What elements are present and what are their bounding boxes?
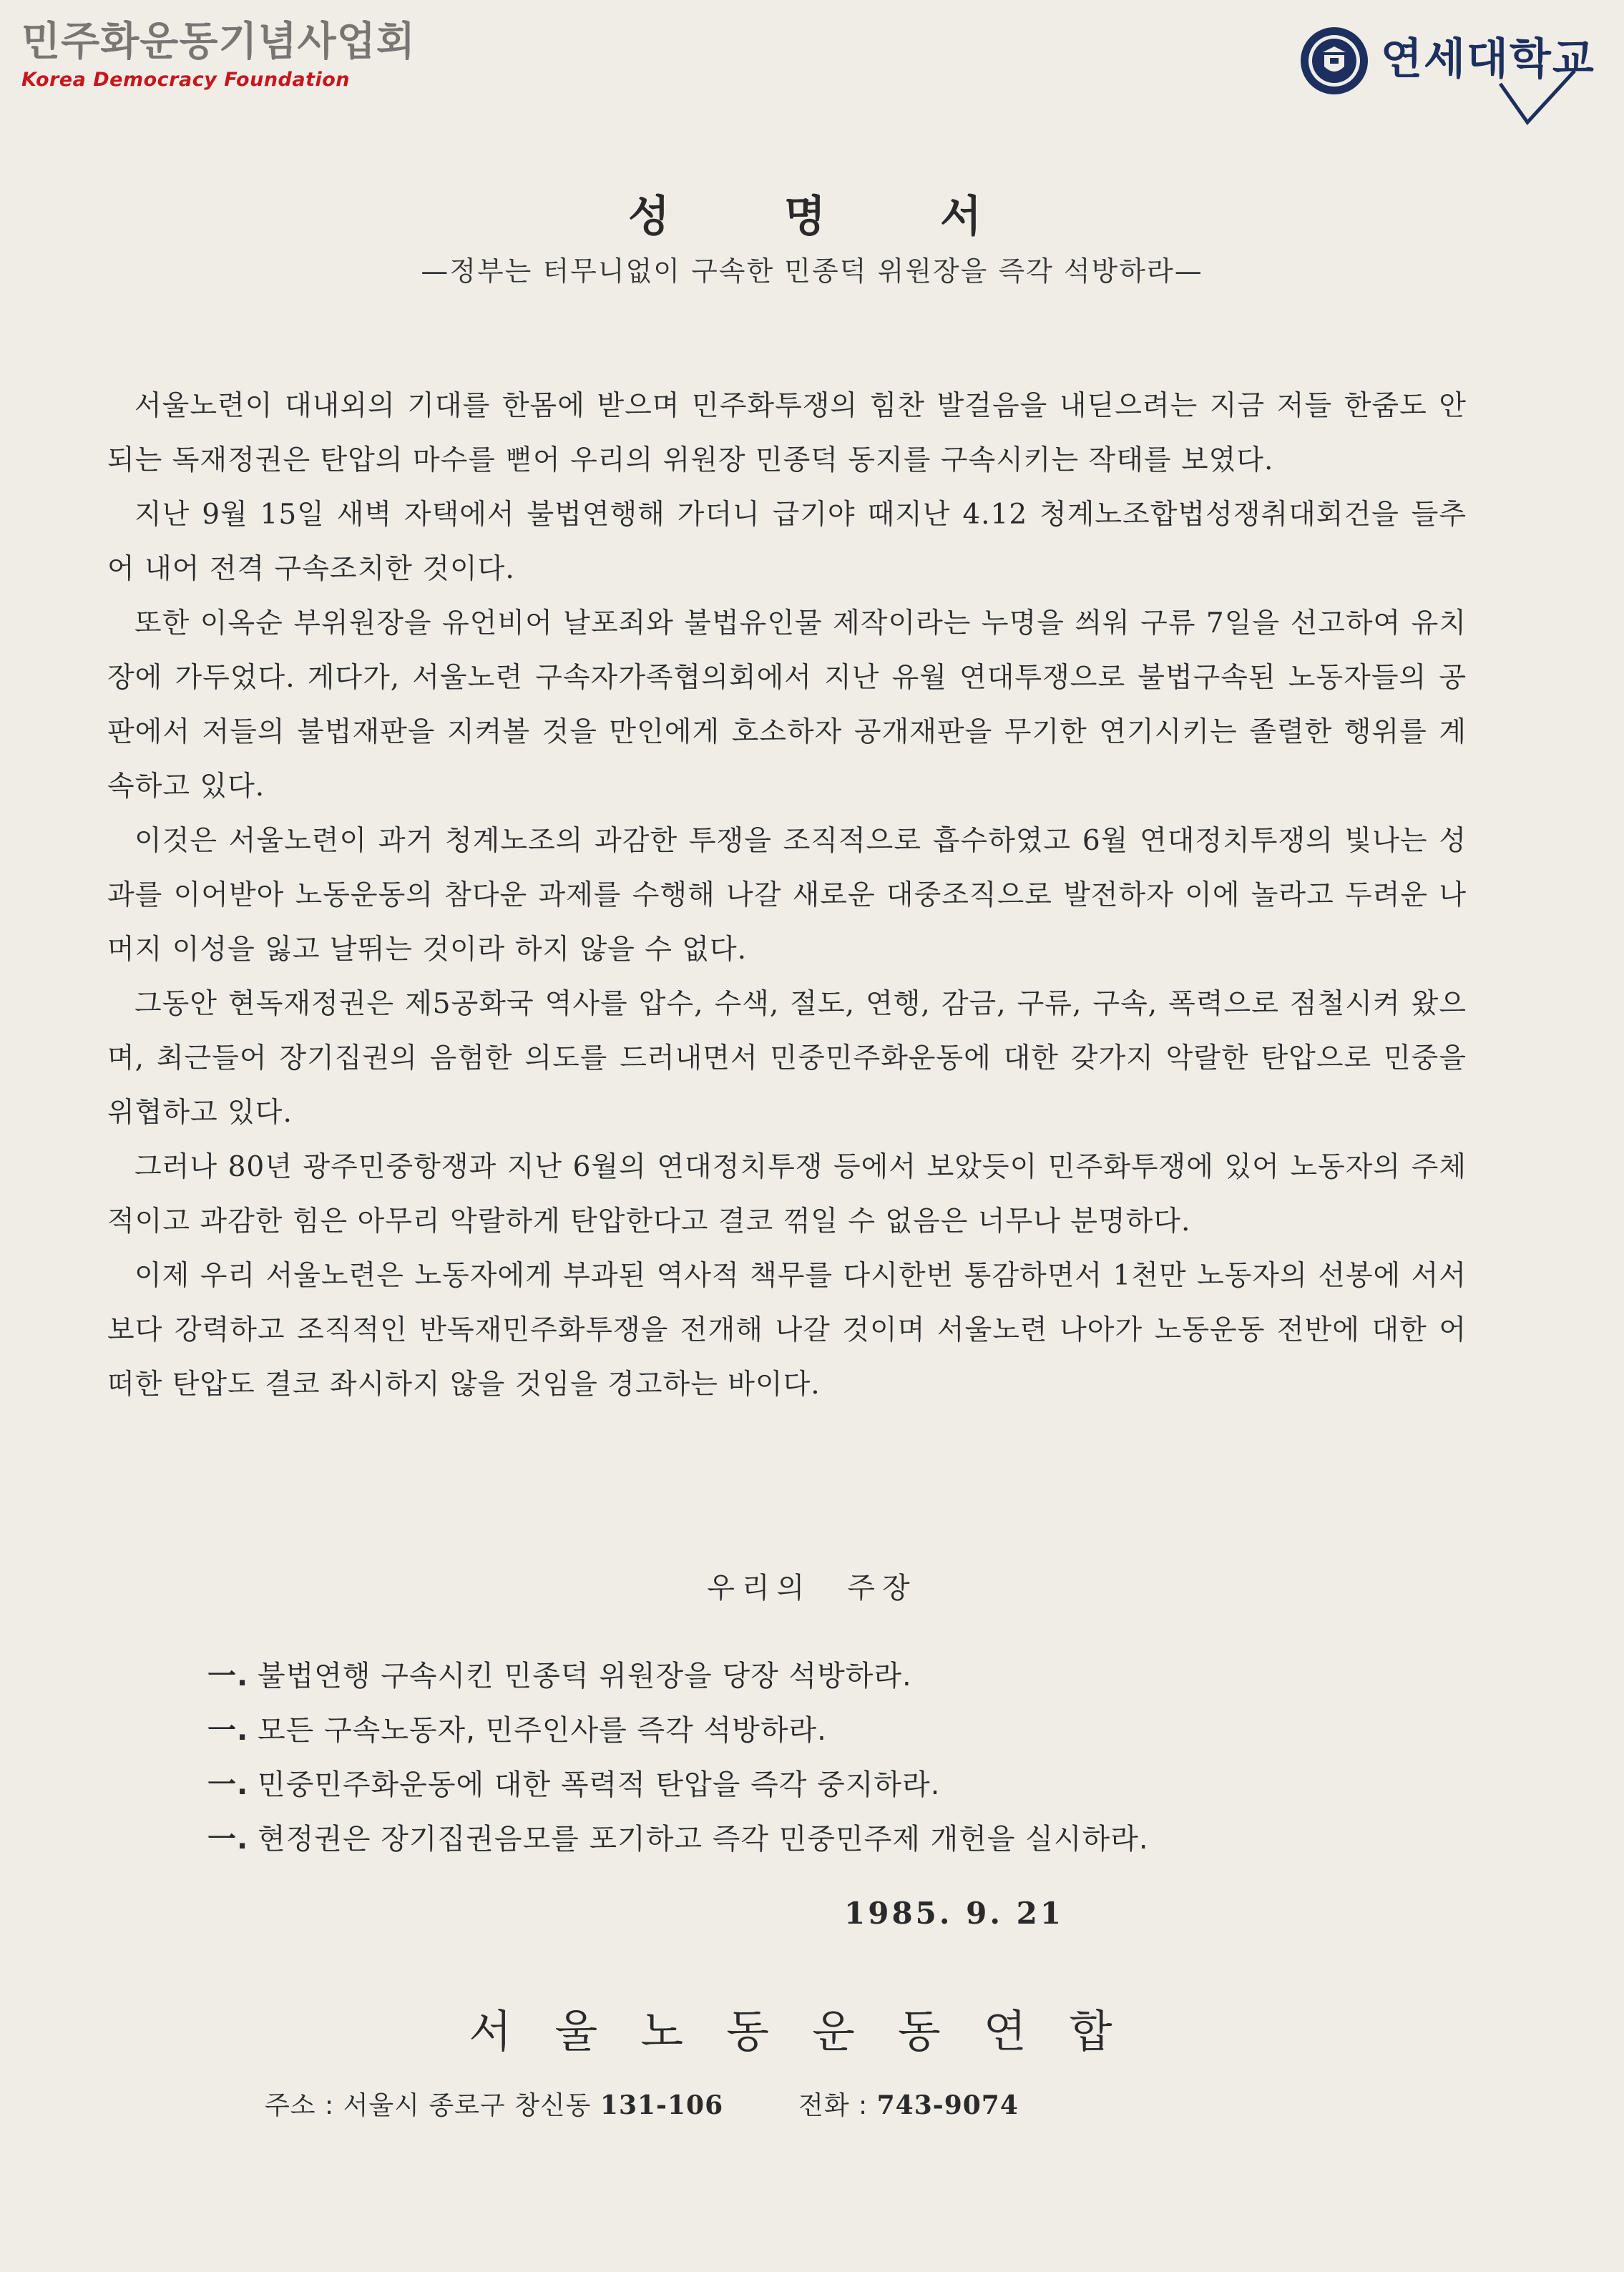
claim-item <box>207 1812 1424 1866</box>
kdf-english-name: Korea Democracy Foundation <box>21 69 351 91</box>
kdf-logo <box>21 18 416 91</box>
title-char: 서 <box>939 192 996 242</box>
claims-heading-word: 주장 <box>847 1572 917 1605</box>
claims-heading <box>0 1565 1624 1606</box>
title-char: 성 <box>628 192 685 242</box>
claim-item <box>207 1703 1424 1758</box>
yonsei-logo <box>1298 25 1599 132</box>
yonsei-seal-icon <box>1298 25 1370 97</box>
claim-text: 모든 구속노동자, 민주인사를 즉각 석방하라. <box>258 1714 827 1747</box>
paragraph: 그러나 80년 광주민중항쟁과 지난 6월의 연대정치투쟁 등에서 보았듯이 민주화투쟁에 있어 노동자의 주체적이고 과감한 힘은 아무리 악랄하게 탄압한다고 결코 꺾일 수 없음은 너무나 분명하다. <box>107 1151 1467 1238</box>
organization-name: 서울노동운동연합 <box>469 2005 1155 2057</box>
claim-mark: 一. <box>207 1660 249 1693</box>
claim-item <box>207 1649 1424 1703</box>
paragraph: 서울노련이 대내외의 기대를 한몸에 받으며 민주화투쟁의 힘찬 발걸음을 내딛으려는 지금 저들 한줌도 안되는 독재정권은 탄압의 마수를 뻗어 우리의 위원장 민종덕 동지를 구속시키는 작태를 보였다. <box>107 390 1467 476</box>
claim-text: 민중민주화운동에 대한 폭력적 탄압을 즉각 중지하라. <box>258 1768 941 1801</box>
claim-mark: 一. <box>207 1768 249 1801</box>
claims-heading-word: 우리의 <box>707 1572 812 1605</box>
statement-body <box>107 379 1467 1412</box>
check-mark-icon <box>1499 68 1577 125</box>
claim-item <box>207 1758 1424 1812</box>
address-label: 주소 : 서울시 종로구 창신동 <box>265 2091 592 2120</box>
claim-text: 현정권은 장기집권음모를 포기하고 즉각 민중민주제 개헌을 실시하라. <box>258 1823 1149 1856</box>
kdf-korean-name: 민주화운동기념사업회 <box>21 18 416 65</box>
paragraph: 그동안 현독재정권은 제5공화국 역사를 압수, 수색, 절도, 연행, 감금, 구류, 구속, 폭력으로 점철시켜 왔으며, 최근들어 장기집권의 음험한 의도를 드러내면서 민중민주화운동에 대한 갖가지 악랄한 탄압으로 민중을 위협하고 있다. <box>107 988 1467 1129</box>
contact-address <box>265 2085 1019 2122</box>
claim-mark: 一. <box>207 1714 249 1747</box>
phone-label: 전화 : <box>798 2091 869 2120</box>
phone-number: 743-9074 <box>876 2090 1019 2120</box>
title-char: 명 <box>784 192 840 242</box>
document-subtitle: —정부는 터무니없이 구속한 민종덕 위원장을 즉각 석방하라— <box>421 255 1203 287</box>
claims-list <box>207 1649 1424 1866</box>
document-title <box>0 182 1624 244</box>
document-date: 1985. 9. 21 <box>844 1896 1065 1931</box>
paragraph: 지난 9월 15일 새벽 자택에서 불법연행해 가더니 급기야 때지난 4.12 청계노조합법성쟁취대회건을 들추어 내어 전격 구속조치한 것이다. <box>107 499 1467 585</box>
yonsei-name: 연세대학교 <box>1381 34 1595 84</box>
paragraph: 또한 이옥순 부위원장을 유언비어 날포죄와 불법유인물 제작이라는 누명을 씌워 구류 7일을 선고하여 유치장에 가두었다. 게다가, 서울노련 구속자가족협의회에서 지난 유월 연대투쟁으로 불법구속된 노동자들의 공판에서 저들의 불법재판을 지켜볼 것을 만인에게 호소하자 공개재판을 무기한 연기시키는 졸렬한 행위를 계속하고 있다. <box>107 607 1467 803</box>
paragraph: 이것은 서울노련이 과거 청계노조의 과감한 투쟁을 조직적으로 흡수하였고 6월 연대정치투쟁의 빛나는 성과를 이어받아 노동운동의 참다운 과제를 수행해 나갈 새로운 대중조직으로 발전하자 이에 놀라고 두려운 나머지 이성을 잃고 날뛰는 것이라 하지 않을 수 없다. <box>107 825 1467 966</box>
claim-text: 불법연행 구속시킨 민종덕 위원장을 당장 석방하라. <box>258 1660 912 1693</box>
claim-mark: 一. <box>207 1823 249 1856</box>
paragraph: 이제 우리 서울노련은 노동자에게 부과된 역사적 책무를 다시한번 통감하면서 1천만 노동자의 선봉에 서서 보다 강력하고 조직적인 반독재민주화투쟁을 전개해 나갈 것이며 서울노련 나아가 노동운동 전반에 대한 어떠한 탄압도 결코 좌시하지 않을 것임을 경고하는 바이다. <box>107 1260 1467 1401</box>
address-number: 131-106 <box>600 2090 724 2120</box>
